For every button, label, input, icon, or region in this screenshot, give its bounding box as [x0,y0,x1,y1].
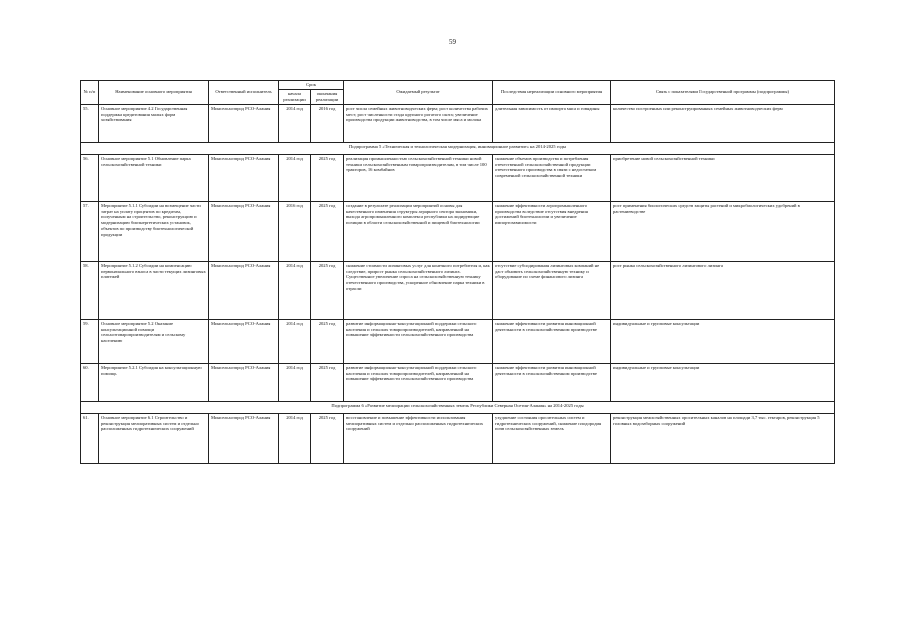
expected-result-cell: развитие информационно-консультационной поддержки сельского населения и сельских товаропроизводителей, направленной на повышение эффективности сельскохозяйственного производства [344,363,493,401]
expected-result-cell: реализация промышленностью сельскохозяйственной техники новой техники сельскохозяйственным товаропроизводителям, в том числе 100 тракторов, 16 комбайнов [344,154,493,201]
end-year-cell: 2025 год [311,201,344,261]
executor-cell: Минсельхозпрод РСО-Алания [209,413,279,463]
measures-table [80,80,835,464]
header-end: окончания реализации [311,89,344,104]
table-row [81,261,835,319]
header-start: начала реализации [279,89,311,104]
end-year-cell: 2016 год [311,104,344,142]
measure-name-cell: Основное мероприятие 5.1 Обновление парка сельскохозяйственной техники [99,154,209,201]
indicator-link-cell: индивидуальные и групповые консультации [611,319,835,363]
indicator-link-cell: рост применения биологических средств защиты растений и микробиологических удобрений в растениеводстве [611,201,835,261]
subprogram-row [81,401,835,413]
row-number-cell: 61. [81,413,99,463]
indicator-link-cell: реконструкция межхозяйственных оросительных каналов на площади 3,7 тыс. гектаров, реконструкция 5 головных водозаборных сооружений [611,413,835,463]
header-num: № п/п [81,81,99,105]
expected-result-cell: создание в результате реализации мероприятий основы для качественного изменения структуры аграрного сектора экономики, выхода агропромышленного комплекса республики на лидирующие позиции в области сельскохозяйственной и пищевой биотехнологии [344,201,493,261]
executor-cell: Минсельхозпрод РСО-Алания [209,261,279,319]
table-row [81,154,835,201]
indicator-link-cell: рост рынка сельскохозяйственного лизингового лизинга [611,261,835,319]
table-row [81,319,835,363]
row-number-cell: 55. [81,104,99,142]
header-executor: Ответственный исполнитель [209,81,279,105]
row-number-cell: 57. [81,201,99,261]
consequences-cell: отсутствие субсидирования лизинговых компаний не даст обновить сельскохозяйственную технику и оборудование по схеме финансового лизинга [493,261,611,319]
expected-result-cell: рост числа семейных животноводческих ферм; рост количества рабочих мест; рост численности стада крупного рогатого скота; увеличение производства продукции животноводства, в том числе мяса и молока [344,104,493,142]
start-year-cell: 2014 год [279,261,311,319]
measure-name-cell: Мероприятие 5.1.1 Субсидии на возмещение части затрат на уплату процентов по кредитам, полученным на строительство, реконструкцию и модернизацию биоэнергетических установок, объектов по производству биотехнологической продукции [99,201,209,261]
header-term: Срок [279,81,344,90]
end-year-cell: 2025 год [311,413,344,463]
expected-result-cell: снижение стоимости лизинговых услуг для конечного потребителя и, как следствие, прирост рынка сельскохозяйственного лизинга. Существенное увеличение спроса на сельскохозяйственную технику отечественного производства, ускоренное обновление парка техники в отрасли [344,261,493,319]
consequences-cell: снижение эффективности развития инновационной деятельности в сельскохозяйственном производстве [493,319,611,363]
row-number-cell: 56. [81,154,99,201]
subprogram-title: Подпрограмма 5 «Техническая и технологическая модернизация, инновационное развитие» на 2014-2025 годы [81,142,835,154]
indicator-link-cell: количество построенных или реконструированных семейных животноводческих ферм [611,104,835,142]
end-year-cell: 2025 год [311,363,344,401]
start-year-cell: 2014 год [279,104,311,142]
page-number: 59 [449,38,456,46]
measure-name-cell: Основное мероприятие 5.2 Оказание консультационной помощи сельхозтоваропроизводителям и сельскому населению [99,319,209,363]
start-year-cell: 2016 год [279,201,311,261]
table-row [81,104,835,142]
header-name: Наименование основного мероприятия [99,81,209,105]
measure-name-cell: Мероприятие 5.2.1 Субсидия на консультационную помощь [99,363,209,401]
executor-cell: Минсельхозпрод РСО-Алания [209,363,279,401]
consequences-cell: снижение эффективности развития инновационной деятельности в сельскохозяйственном производстве [493,363,611,401]
executor-cell: Минсельхозпрод РСО-Алания [209,319,279,363]
end-year-cell: 2025 год [311,261,344,319]
row-number-cell: 58. [81,261,99,319]
subprogram-title: Подпрограмма 6 «Развитие мелиорации сельскохозяйственных земель Республики Северная Осетия-Алания» на 2014-2025 годы [81,401,835,413]
consequences-cell: ухудшение состояния оросительных систем и гидротехнических сооружений, снижение плодородия почв сельскохозяйственных земель [493,413,611,463]
consequences-cell: снижение объемов производства и потребления отечественной сельскохозяйственной продукции отечественного производства в связи с недостатком современной сельскохозяйственной техники [493,154,611,201]
header-consequences: Последствия нереализации основного мероприятия [493,81,611,105]
start-year-cell: 2014 год [279,363,311,401]
start-year-cell: 2014 год [279,154,311,201]
subprogram-row [81,142,835,154]
measure-name-cell: Основное мероприятие 4.2 Государственная поддержка кредитования малых форм хозяйствования [99,104,209,142]
expected-result-cell: восстановление и повышение эффективности использования мелиоративных систем и отдельно расположенных гидротехнических сооружений [344,413,493,463]
indicator-link-cell: индивидуальные и групповые консультации [611,363,835,401]
measure-name-cell: Мероприятие 5.1.2 Субсидии на компенсацию первоначального взноса в части текущих лизинговых платежей [99,261,209,319]
end-year-cell: 2025 год [311,319,344,363]
header-link: Связь с показателями Государственной программы (подпрограммы) [611,81,835,105]
consequences-cell: длительная зависимость от импорта мяса и говядины [493,104,611,142]
table-row [81,413,835,463]
header-result: Ожидаемый результат [344,81,493,105]
expected-result-cell: развитие информационно-консультационной поддержки сельского населения и сельских товаропроизводителей, направленной на повышение эффективности сельскохозяйственного производства [344,319,493,363]
end-year-cell: 2025 год [311,154,344,201]
table-row [81,201,835,261]
executor-cell: Минсельхозпрод РСО-Алания [209,104,279,142]
indicator-link-cell: приобретение новой сельскохозяйственной техники [611,154,835,201]
row-number-cell: 59. [81,319,99,363]
row-number-cell: 60. [81,363,99,401]
executor-cell: Минсельхозпрод РСО-Алания [209,201,279,261]
start-year-cell: 2014 год [279,413,311,463]
measure-name-cell: Основное мероприятие 6.1 Строительство и реконструкция мелиоративных систем и отдельно расположенных гидротехнических сооружений [99,413,209,463]
executor-cell: Минсельхозпрод РСО-Алания [209,154,279,201]
table-row [81,363,835,401]
consequences-cell: снижение эффективности агропромышленного производства вследствие отсутствия внедрения достижений биотехнологии и увеличение импортозависимости [493,201,611,261]
start-year-cell: 2014 год [279,319,311,363]
